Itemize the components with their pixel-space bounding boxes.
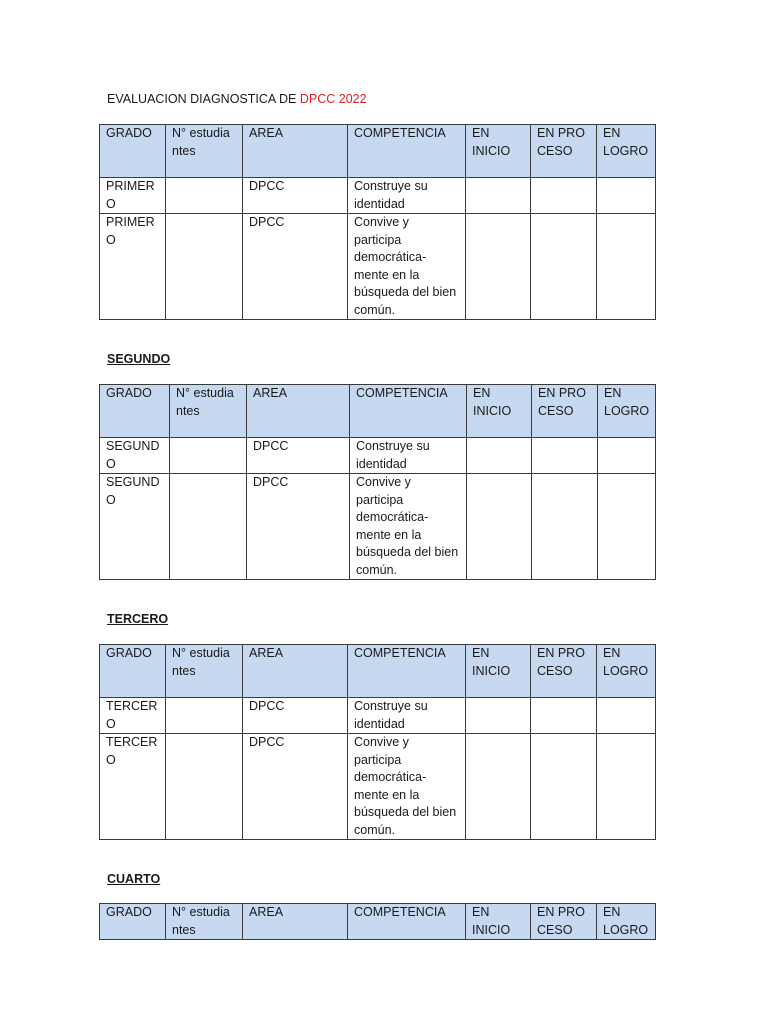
- en-inicio-cell[interactable]: [466, 698, 531, 734]
- column-header-en-proceso: EN PROCESO: [531, 904, 597, 940]
- column-header-en-logro: EN LOGRO: [597, 904, 656, 940]
- en-inicio-cell[interactable]: [466, 734, 531, 840]
- column-header-competencia: COMPETENCIA: [348, 904, 466, 940]
- column-header-grado: GRADO: [100, 385, 170, 438]
- table-cuarto-clip: [99, 903, 659, 937]
- en-proceso-cell[interactable]: [531, 214, 597, 320]
- competencia-cell: Construye su identidad: [348, 698, 466, 734]
- table-header-row: [100, 385, 656, 438]
- column-header-area: AREA: [243, 645, 348, 698]
- grado-cell: SEGUNDO: [100, 438, 170, 474]
- table-header-row: [100, 645, 656, 698]
- en-proceso-cell[interactable]: [532, 438, 598, 474]
- column-header-en-proceso: EN PROCESO: [531, 125, 597, 178]
- column-header-en-inicio: EN INICIO: [466, 904, 531, 940]
- area-cell: DPCC: [243, 734, 348, 840]
- column-header-en-inicio: EN INICIO: [466, 645, 531, 698]
- column-header-grado: GRADO: [100, 125, 166, 178]
- estudiantes-cell[interactable]: [166, 178, 243, 214]
- table-row: [100, 698, 656, 734]
- en-proceso-cell[interactable]: [531, 178, 597, 214]
- estudiantes-cell[interactable]: [170, 474, 247, 580]
- grado-cell: TERCERO: [100, 698, 166, 734]
- grado-cell: TERCERO: [100, 734, 166, 840]
- table-header-row: [100, 904, 656, 940]
- en-logro-cell[interactable]: [597, 698, 656, 734]
- area-cell: DPCC: [243, 698, 348, 734]
- column-header-en-logro: EN LOGRO: [598, 385, 656, 438]
- area-cell: DPCC: [243, 178, 348, 214]
- area-cell: DPCC: [247, 438, 350, 474]
- table-row: [100, 474, 656, 580]
- column-header-en-proceso: EN PROCESO: [531, 645, 597, 698]
- column-header-grado: GRADO: [100, 904, 166, 940]
- grado-cell: SEGUNDO: [100, 474, 170, 580]
- competencia-cell: Construye su identidad: [350, 438, 467, 474]
- en-proceso-cell[interactable]: [531, 698, 597, 734]
- column-header-en-logro: EN LOGRO: [597, 645, 656, 698]
- grado-cell: PRIMERO: [100, 178, 166, 214]
- column-header-en-inicio: EN INICIO: [466, 125, 531, 178]
- column-header-estudiantes: N° estudiantes: [170, 385, 247, 438]
- table-row: [100, 178, 656, 214]
- column-header-estudiantes: N° estudiantes: [166, 125, 243, 178]
- column-header-en-proceso: EN PROCESO: [532, 385, 598, 438]
- title-highlight: DPCC 2022: [299, 92, 367, 106]
- title-prefix: EVALUACION DIAGNOSTICA DE: [107, 92, 300, 106]
- table-segundo: [99, 384, 656, 580]
- en-proceso-cell[interactable]: [532, 474, 598, 580]
- column-header-area: AREA: [243, 125, 348, 178]
- table-primero: [99, 124, 656, 320]
- estudiantes-cell[interactable]: [170, 438, 247, 474]
- column-header-estudiantes: N° estudiantes: [166, 645, 243, 698]
- column-header-en-inicio: EN INICIO: [467, 385, 532, 438]
- column-header-competencia: COMPETENCIA: [348, 645, 466, 698]
- table-cuarto: [99, 903, 656, 940]
- en-logro-cell[interactable]: [598, 438, 656, 474]
- column-header-area: AREA: [247, 385, 350, 438]
- en-proceso-cell[interactable]: [531, 734, 597, 840]
- section-heading-cuarto: CUARTO: [107, 872, 161, 886]
- competencia-cell: Convive y participa democrática-mente en la búsqueda del bien común.: [350, 474, 467, 580]
- estudiantes-cell[interactable]: [166, 698, 243, 734]
- table-header-row: [100, 125, 656, 178]
- area-cell: DPCC: [243, 214, 348, 320]
- column-header-estudiantes: N° estudiantes: [166, 904, 243, 940]
- estudiantes-cell[interactable]: [166, 214, 243, 320]
- grado-cell: PRIMERO: [100, 214, 166, 320]
- estudiantes-cell[interactable]: [166, 734, 243, 840]
- competencia-cell: Convive y participa democrática-mente en la búsqueda del bien común.: [348, 214, 466, 320]
- area-cell: DPCC: [247, 474, 350, 580]
- en-inicio-cell[interactable]: [466, 214, 531, 320]
- competencia-cell: Construye su identidad: [348, 178, 466, 214]
- en-logro-cell[interactable]: [598, 474, 656, 580]
- table-row: [100, 438, 656, 474]
- column-header-en-logro: EN LOGRO: [597, 125, 656, 178]
- column-header-area: AREA: [243, 904, 348, 940]
- en-inicio-cell[interactable]: [467, 438, 532, 474]
- en-logro-cell[interactable]: [597, 214, 656, 320]
- column-header-competencia: COMPETENCIA: [348, 125, 466, 178]
- en-logro-cell[interactable]: [597, 734, 656, 840]
- table-row: [100, 214, 656, 320]
- section-heading-tercero: TERCERO: [107, 612, 169, 626]
- table-row: [100, 734, 656, 840]
- en-inicio-cell[interactable]: [466, 178, 531, 214]
- column-header-grado: GRADO: [100, 645, 166, 698]
- competencia-cell: Convive y participa democrática-mente en la búsqueda del bien común.: [348, 734, 466, 840]
- page-title: [107, 92, 367, 106]
- section-heading-segundo: SEGUNDO: [107, 352, 171, 366]
- en-logro-cell[interactable]: [597, 178, 656, 214]
- column-header-competencia: COMPETENCIA: [350, 385, 467, 438]
- en-inicio-cell[interactable]: [467, 474, 532, 580]
- table-tercero: [99, 644, 656, 840]
